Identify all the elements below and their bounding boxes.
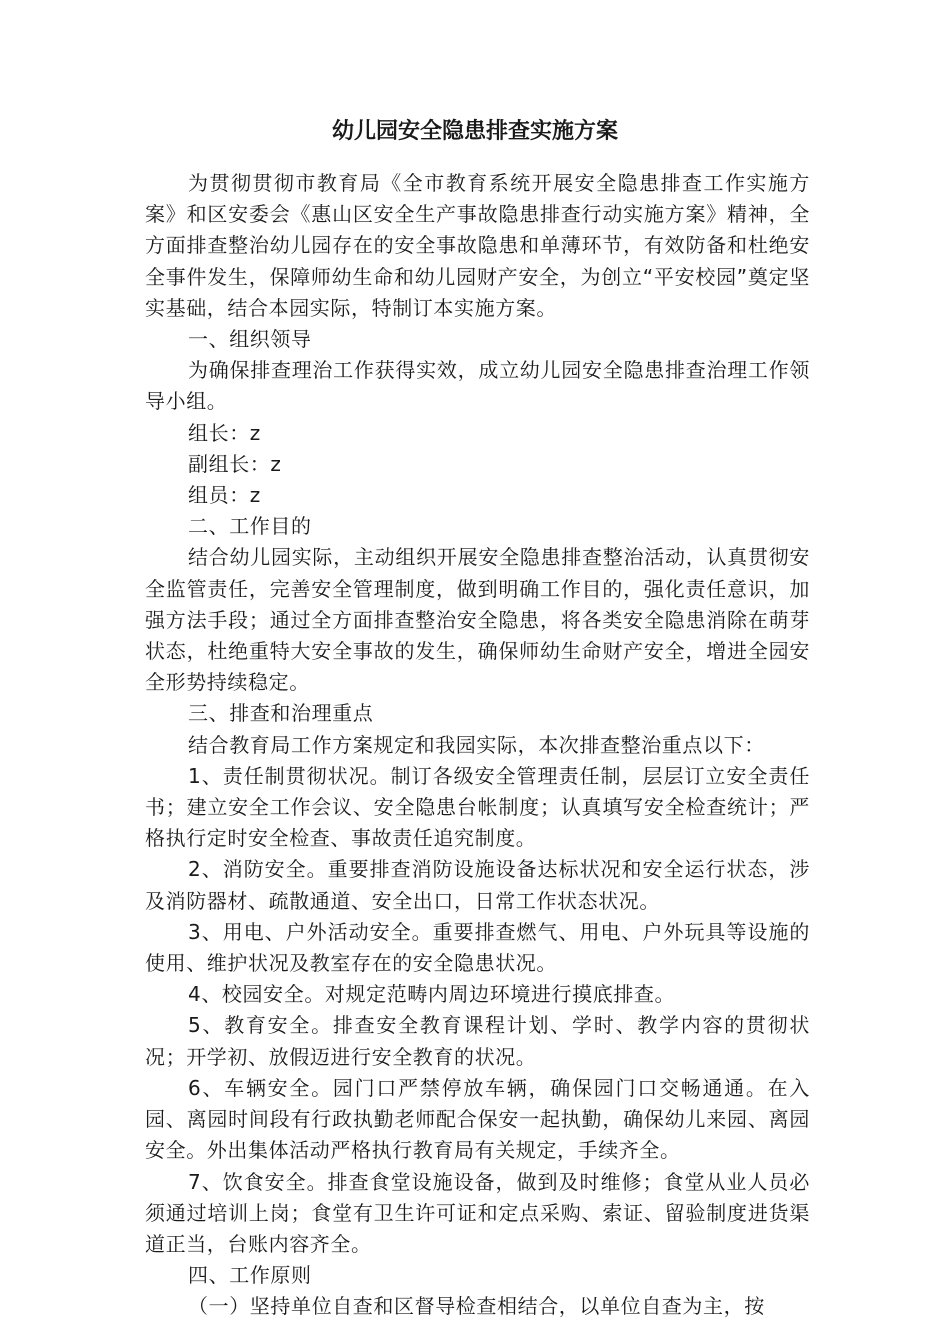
- leader-line: 组长：z: [188, 420, 261, 445]
- section-heading-focus: 三、排查和治理重点: [188, 701, 374, 726]
- focus-item-6: 6、车辆安全。园门口严禁停放车辆，确保园门口交畅通通。在入园、离园时间段有行政执勤老师配合保安一起执勤，确保幼儿来园、离园安全。外出集体活动严格执行教育局有关规定，手续齐全。: [145, 1075, 810, 1163]
- paragraph-focus-intro: 结合教育局工作方案规定和我园实际，本次排查整治重点以下：: [188, 732, 765, 757]
- paragraph-organization: 为确保排查理治工作获得实效，成立幼儿园安全隐患排查治理工作领导小组。: [145, 358, 810, 414]
- section-heading-principles: 四、工作原则: [188, 1263, 312, 1288]
- section-heading-organization: 一、组织领导: [188, 327, 312, 352]
- section-heading-goals: 二、工作目的: [188, 514, 312, 539]
- focus-item-5: 5、教育安全。排查安全教育课程计划、学时、教学内容的贯彻状况；开学初、放假迈进行安全教育的状况。: [145, 1013, 810, 1069]
- document-body: [145, 168, 810, 1323]
- focus-item-3: 3、用电、户外活动安全。重要排查燃气、用电、户外玩具等设施的使用、维护状况及教室存在的安全隐患状况。: [145, 919, 810, 976]
- members-line: 组员：z: [188, 483, 261, 508]
- paragraph-intro: 为贯彻贯彻市教育局《全市教育系统开展安全隐患排查工作实施方案》和区安委会《惠山区安全生产事故隐患排查行动实施方案》精神，全方面排查整治幼儿园存在的安全事故隐患和单薄环节，有效防备和杜绝安全事件发生，保障师幼生命和幼儿园财产安全，为创立“平安校园”奠定坚实基础，结合本园实际，特制订本实施方案。: [145, 171, 810, 320]
- deputy-leader-line: 副组长：z: [188, 451, 282, 476]
- focus-item-4: 4、校园安全。对规定范畴内周边环境进行摸底排查。: [188, 982, 676, 1007]
- focus-item-2: 2、消防安全。重要排查消防设施设备达标状况和安全运行状态，涉及消防器材、疏散通道、安全出口，日常工作状态状况。: [145, 857, 810, 913]
- document-title: 幼儿园安全隐患排查实施方案: [331, 119, 618, 144]
- paragraph-goals: 结合幼儿园实际，主动组织开展安全隐患排查整治活动，认真贯彻安全监管责任，完善安全管理制度，做到明确工作目的，强化责任意识，加强方法手段；通过全方面排查整治安全隐患，将各类安全隐患消除在萌芽状态，杜绝重特大安全事故的发生，确保师幼生命财产安全，增进全园安全形势持续稳定。: [145, 545, 810, 695]
- focus-item-1: 1、责任制贯彻状况。制订各级安全管理责任制，层层订立安全责任书；建立安全工作会议、安全隐患台帐制度；认真填写安全检查统计；严格执行定时安全检查、事故责任追究制度。: [145, 763, 810, 851]
- principle-item-1: （一）坚持单位自查和区督导检查相结合，以单位自查为主，按: [188, 1294, 765, 1319]
- focus-item-7: 7、饮食安全。排查食堂设施设备，做到及时维修；食堂从业人员必须通过培训上岗；食堂有卫生许可证和定点采购、索证、留验制度进货渠道正当，台账内容齐全。: [145, 1169, 810, 1256]
